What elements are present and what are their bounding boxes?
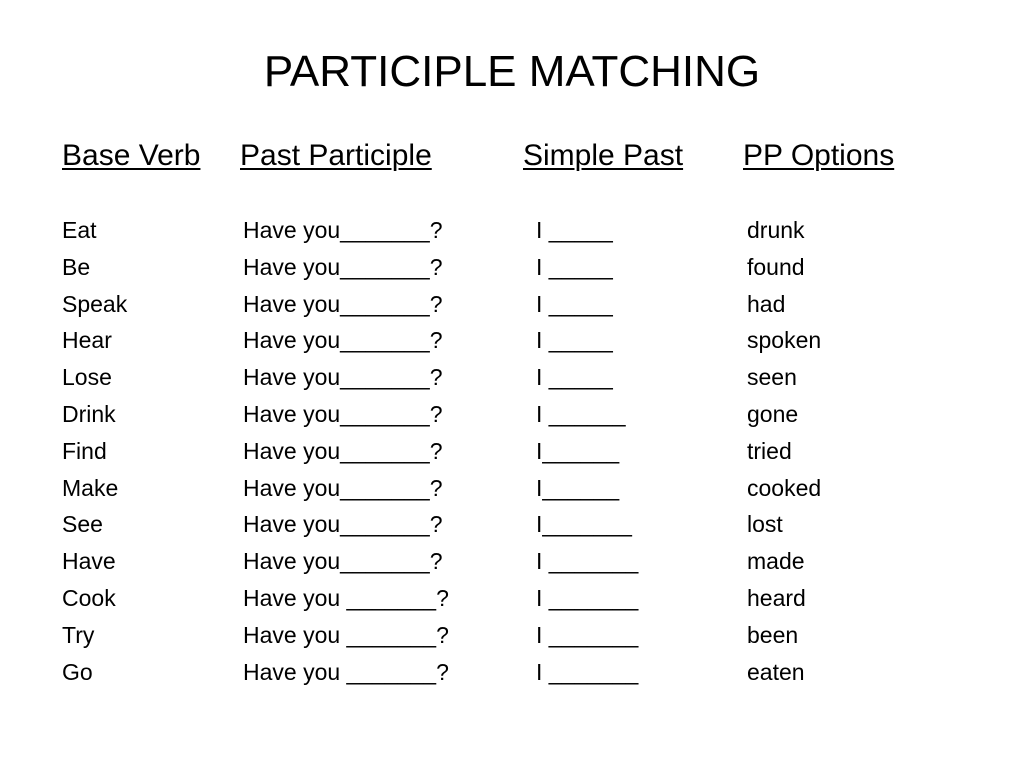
past-participle-prompt: Have you _______?	[243, 584, 449, 611]
pp-option: found	[747, 253, 805, 280]
past-participle-prompt: Have you_______?	[243, 327, 443, 354]
matching-table	[0, 212, 1024, 690]
pp-option: been	[747, 621, 799, 648]
pp-option: cooked	[747, 474, 822, 501]
base-verb: Hear	[62, 327, 112, 354]
header-pp-options: PP Options	[743, 139, 895, 172]
base-verb: Find	[62, 437, 107, 464]
past-participle-prompt: Have you _______?	[243, 658, 449, 685]
base-verb: Speak	[62, 290, 128, 317]
simple-past-prompt: I _______	[536, 621, 639, 648]
table-row	[0, 433, 1024, 470]
table-row	[0, 617, 1024, 654]
base-verb: See	[62, 511, 103, 538]
simple-past-prompt: I _____	[536, 327, 613, 354]
table-row	[0, 580, 1024, 617]
pp-option: lost	[747, 511, 783, 538]
pp-option: had	[747, 290, 786, 317]
base-verb: Drink	[62, 400, 116, 427]
table-row	[0, 654, 1024, 691]
table-row	[0, 470, 1024, 507]
past-participle-prompt: Have you_______?	[243, 548, 443, 575]
pp-option: gone	[747, 400, 799, 427]
table-row	[0, 286, 1024, 323]
base-verb: Lose	[62, 364, 112, 391]
table-row	[0, 249, 1024, 286]
base-verb: Eat	[62, 217, 97, 243]
header-past-participle: Past Participle	[240, 139, 432, 172]
past-participle-prompt: Have you_______?	[243, 217, 443, 243]
past-participle-prompt: Have you_______?	[243, 437, 443, 464]
pp-option: heard	[747, 584, 806, 611]
past-participle-prompt: Have you_______?	[243, 364, 443, 391]
table-row	[0, 396, 1024, 433]
simple-past-prompt: I _____	[536, 253, 613, 280]
base-verb: Have	[62, 548, 116, 575]
pp-option: seen	[747, 364, 797, 391]
simple-past-prompt: I _______	[536, 584, 639, 611]
past-participle-prompt: Have you_______?	[243, 400, 443, 427]
pp-option: made	[747, 548, 805, 575]
simple-past-prompt: I ______	[536, 400, 626, 427]
base-verb: Be	[62, 253, 91, 280]
simple-past-prompt: I_______	[536, 511, 632, 538]
table-row	[0, 506, 1024, 543]
table-row	[0, 543, 1024, 580]
pp-option: tried	[747, 437, 792, 464]
table-row	[0, 322, 1024, 359]
past-participle-prompt: Have you_______?	[243, 511, 443, 538]
header-simple-past: Simple Past	[523, 139, 684, 172]
base-verb: Try	[62, 621, 95, 648]
simple-past-prompt: I _____	[536, 364, 613, 391]
past-participle-prompt: Have you _______?	[243, 621, 449, 648]
past-participle-prompt: Have you_______?	[243, 474, 443, 501]
table-row	[0, 212, 1024, 249]
simple-past-prompt: I _____	[536, 217, 613, 243]
simple-past-prompt: I _______	[536, 658, 639, 685]
base-verb: Make	[62, 474, 119, 501]
pp-option: eaten	[747, 658, 805, 685]
simple-past-prompt: I _____	[536, 290, 613, 317]
table-row	[0, 359, 1024, 396]
page-title: PARTICIPLE MATCHING	[263, 47, 761, 96]
past-participle-prompt: Have you_______?	[243, 253, 443, 280]
simple-past-prompt: I _______	[536, 548, 639, 575]
simple-past-prompt: I______	[536, 437, 620, 464]
pp-option: spoken	[747, 327, 822, 354]
base-verb: Cook	[62, 584, 116, 611]
base-verb: Go	[62, 658, 93, 685]
header-base-verb: Base Verb	[62, 139, 201, 172]
past-participle-prompt: Have you_______?	[243, 290, 443, 317]
simple-past-prompt: I______	[536, 474, 620, 501]
pp-option: drunk	[747, 217, 805, 243]
